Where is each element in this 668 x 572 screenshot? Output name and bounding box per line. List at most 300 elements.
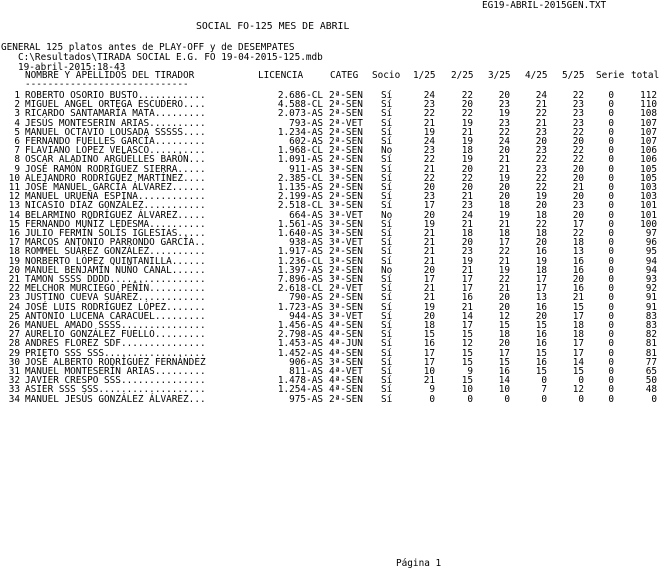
cell-serie: 0: [608, 237, 614, 249]
cell-category: 2ª-VET: [329, 117, 363, 129]
database-path: C:\Resultados\TIRADA SOCIAL E.G. FO 19-04-2015-125.mdb: [18, 52, 323, 63]
cell-round-4: 16: [535, 329, 547, 341]
cell-total: 110: [640, 99, 657, 111]
cell-member: Sí: [381, 338, 393, 350]
cell-round-5: 23: [572, 117, 584, 129]
cell-round-2: 22: [461, 90, 473, 101]
cell-shooter-name: NICASIO DÍAZ GONZÁLEZ...........: [25, 200, 206, 212]
cell-shooter-name: MANUEL JESÚS GONZÁLEZ ÁLVAREZ...: [25, 393, 206, 405]
cell-total: 82: [645, 329, 657, 341]
cell-round-3: 19: [498, 108, 510, 120]
cell-rank: 5: [14, 126, 20, 138]
cell-round-2: 21: [461, 301, 473, 313]
cell-license: 1.234-AS: [277, 126, 323, 138]
cell-round-2: 14: [461, 310, 473, 322]
cell-category: 3ª-SEN: [329, 274, 363, 285]
cell-round-4: 18: [535, 209, 547, 221]
cell-round-4: 7: [541, 384, 547, 396]
name-underline: -----------------------------: [25, 79, 189, 90]
cell-serie: 0: [608, 246, 614, 258]
cell-round-1: 15: [423, 329, 435, 341]
cell-round-4: 22: [535, 172, 547, 184]
cell-serie: 0: [608, 375, 614, 387]
cell-category: 2ª-SEN: [329, 126, 363, 138]
cell-rank: 26: [8, 320, 20, 331]
cell-total: 91: [645, 292, 657, 304]
cell-round-5: 18: [572, 320, 584, 331]
cell-serie: 0: [608, 255, 614, 267]
cell-category: 3ª-VET: [329, 237, 363, 249]
cell-rank: 9: [14, 163, 20, 175]
cell-license: 975-AS: [289, 393, 323, 405]
cell-member: Sí: [381, 347, 393, 359]
cell-member: Sí: [381, 375, 393, 387]
cell-round-5: 15: [572, 366, 584, 377]
cell-round-3: 15: [498, 320, 510, 331]
cell-license: 1.452-AS: [277, 347, 323, 359]
cell-license: 811-AS: [289, 366, 323, 377]
cell-round-3: 17: [498, 237, 510, 249]
cell-round-1: 21: [423, 283, 435, 295]
cell-round-4: 16: [535, 338, 547, 350]
cell-round-4: 24: [535, 90, 547, 101]
cell-round-3: 18: [498, 228, 510, 239]
cell-member: Sí: [381, 292, 393, 304]
cell-rank: 24: [8, 301, 20, 313]
cell-license: 1.640-AS: [277, 228, 323, 239]
cell-license: 1.397-AS: [277, 264, 323, 276]
cell-serie: 0: [608, 393, 614, 405]
cell-member: Sí: [381, 99, 393, 111]
cell-license: 790-AS: [289, 292, 323, 304]
cell-serie: 0: [608, 347, 614, 359]
cell-round-1: 21: [423, 255, 435, 267]
cell-round-5: 20: [572, 191, 584, 203]
cell-serie: 0: [608, 182, 614, 193]
col-s2: 2/25: [451, 70, 474, 81]
cell-round-5: 17: [572, 338, 584, 350]
cell-round-1: 17: [423, 200, 435, 212]
cell-rank: 32: [8, 375, 20, 387]
cell-shooter-name: ROBERTO OSORIO BUSTO............: [25, 90, 206, 101]
col-serie: Serie: [596, 70, 625, 81]
cell-shooter-name: AURELIO GONZÁLEZ FUELLO.........: [25, 329, 206, 341]
cell-rank: 34: [8, 393, 20, 405]
cell-category: 2ª-SEN: [329, 90, 363, 101]
cell-total: 105: [640, 172, 657, 184]
cell-round-2: 22: [461, 172, 473, 184]
cell-round-4: 23: [535, 163, 547, 175]
cell-round-1: 17: [423, 274, 435, 285]
cell-round-5: 21: [572, 182, 584, 193]
cell-serie: 0: [608, 126, 614, 138]
cell-round-5: 21: [572, 292, 584, 304]
cell-member: Sí: [381, 384, 393, 396]
cell-member: Sí: [381, 301, 393, 313]
cell-shooter-name: MARCOS ANTONIO PARRONDO GARCÍA..: [25, 237, 206, 249]
cell-round-4: 15: [535, 347, 547, 359]
cell-shooter-name: ASIER SSS SSS...................: [25, 384, 206, 396]
cell-member: No: [381, 145, 393, 157]
cell-shooter-name: JOSÉ MANUEL GARCÍA ÁLVAREZ......: [25, 182, 206, 193]
cell-serie: 0: [608, 366, 614, 377]
cell-category: 4ª-SEN: [329, 384, 363, 396]
cell-license: 793-AS: [289, 117, 323, 129]
cell-round-2: 19: [461, 154, 473, 166]
cell-serie: 0: [608, 108, 614, 120]
cell-shooter-name: MANUEL BENJAMÍN NUÑO CANAL......: [25, 264, 206, 276]
cell-round-4: 16: [535, 246, 547, 258]
cell-serie: 0: [608, 356, 614, 368]
cell-round-1: 18: [423, 320, 435, 331]
cell-serie: 0: [608, 99, 614, 111]
cell-total: 103: [640, 182, 657, 193]
cell-round-3: 21: [498, 283, 510, 295]
cell-license: 1.723-AS: [277, 301, 323, 313]
cell-license: 2.518-CL: [277, 200, 323, 212]
cell-round-5: 22: [572, 126, 584, 138]
cell-shooter-name: JUSTINO CUEVA SUÁREZ............: [25, 292, 206, 304]
cell-total: 48: [645, 384, 657, 396]
cell-member: Sí: [381, 274, 393, 285]
cell-round-3: 22: [498, 274, 510, 285]
cell-category: 4ª-SEN: [329, 347, 363, 359]
cell-category: 3ª-SEN: [329, 228, 363, 239]
cell-shooter-name: JOSÉ LUIS RODRÍGUEZ LÓPEZ.......: [25, 301, 206, 313]
cell-serie: 0: [608, 283, 614, 295]
cell-round-2: 17: [461, 320, 473, 331]
cell-category: 4ª-SEN: [329, 329, 363, 341]
cell-round-2: 20: [461, 237, 473, 249]
cell-shooter-name: MELCHOR MURCIEGO PEÑÍN..........: [25, 283, 206, 295]
cell-shooter-name: ANTONIO LUCENA CARACUEL.........: [25, 310, 206, 322]
cell-round-2: 19: [461, 117, 473, 129]
cell-serie: 0: [608, 310, 614, 322]
cell-round-2: 15: [461, 329, 473, 341]
cell-total: 0: [651, 393, 657, 405]
cell-round-5: 22: [572, 145, 584, 157]
cell-total: 91: [645, 301, 657, 313]
cell-round-1: 19: [423, 301, 435, 313]
cell-member: No: [381, 264, 393, 276]
cell-license: 911-AS: [289, 163, 323, 175]
cell-rank: 12: [8, 191, 20, 203]
cell-member: Sí: [381, 329, 393, 341]
cell-round-3: 15: [498, 356, 510, 368]
cell-category: 4ª-SEN: [329, 320, 363, 331]
cell-rank: 13: [8, 200, 20, 212]
cell-member: Sí: [381, 108, 393, 120]
cell-member: Sí: [381, 320, 393, 331]
cell-round-1: 17: [423, 347, 435, 359]
cell-license: 2.385-CL: [277, 172, 323, 184]
cell-member: Sí: [381, 126, 393, 138]
cell-rank: 27: [8, 329, 20, 341]
cell-round-1: 19: [423, 126, 435, 138]
cell-member: Sí: [381, 310, 393, 322]
cell-total: 94: [645, 255, 657, 267]
cell-license: 1.091-AS: [277, 154, 323, 166]
cell-round-2: 21: [461, 191, 473, 203]
cell-round-1: 20: [423, 310, 435, 322]
cell-serie: 0: [608, 301, 614, 313]
cell-serie: 0: [608, 218, 614, 230]
cell-member: Sí: [381, 283, 393, 295]
cell-round-2: 20: [461, 99, 473, 111]
cell-total: 107: [640, 126, 657, 138]
cell-round-4: 17: [535, 283, 547, 295]
col-s4: 4/25: [525, 70, 548, 81]
cell-shooter-name: MANUEL MONTESERÍN ARIAS.........: [25, 366, 206, 377]
cell-license: 1.254-AS: [277, 384, 323, 396]
cell-serie: 0: [608, 384, 614, 396]
cell-round-1: 21: [423, 246, 435, 258]
cell-category: 3ª-SEN: [329, 301, 363, 313]
cell-round-4: 17: [535, 274, 547, 285]
cell-rank: 23: [8, 292, 20, 304]
cell-total: 65: [645, 366, 657, 377]
col-socio: Socio: [372, 70, 401, 81]
cell-serie: 0: [608, 117, 614, 129]
cell-round-4: 21: [535, 99, 547, 111]
cell-total: 83: [645, 310, 657, 322]
cell-round-1: 19: [423, 218, 435, 230]
cell-total: 101: [640, 200, 657, 212]
cell-round-2: 0: [467, 393, 473, 405]
cell-rank: 1: [14, 90, 20, 101]
cell-member: Sí: [381, 200, 393, 212]
cell-serie: 0: [608, 191, 614, 203]
cell-round-3: 21: [498, 154, 510, 166]
cell-round-5: 20: [572, 274, 584, 285]
cell-round-4: 23: [535, 145, 547, 157]
cell-round-4: 19: [535, 255, 547, 267]
cell-license: 4.588-CL: [277, 99, 323, 111]
cell-total: 101: [640, 209, 657, 221]
cell-license: 1.135-AS: [277, 182, 323, 193]
cell-license: 1.453-AS: [277, 338, 323, 350]
cell-round-1: 0: [429, 393, 435, 405]
cell-rank: 33: [8, 384, 20, 396]
cell-round-5: 23: [572, 99, 584, 111]
cell-round-2: 22: [461, 108, 473, 120]
cell-total: 103: [640, 191, 657, 203]
cell-serie: 0: [608, 200, 614, 212]
cell-rank: 2: [14, 99, 20, 111]
cell-rank: 11: [8, 182, 20, 193]
cell-round-1: 20: [423, 264, 435, 276]
cell-category: 3ª-SEN: [329, 218, 363, 230]
cell-round-1: 16: [423, 338, 435, 350]
cell-round-4: 16: [535, 356, 547, 368]
cell-category: 2ª-SEN: [329, 99, 363, 111]
cell-round-5: 0: [578, 375, 584, 387]
cell-round-1: 20: [423, 209, 435, 221]
cell-license: 7.896-AS: [277, 274, 323, 285]
cell-round-4: 22: [535, 108, 547, 120]
cell-total: 105: [640, 163, 657, 175]
cell-round-3: 10: [498, 384, 510, 396]
cell-serie: 0: [608, 145, 614, 157]
cell-serie: 0: [608, 163, 614, 175]
cell-round-5: 20: [572, 136, 584, 147]
cell-license: 1.456-AS: [277, 320, 323, 331]
cell-round-1: 21: [423, 228, 435, 239]
cell-category: 3ª-SEN: [329, 172, 363, 184]
cell-round-5: 13: [572, 246, 584, 258]
cell-license: 1.478-AS: [277, 375, 323, 387]
cell-rank: 15: [8, 218, 20, 230]
cell-category: 2ª-SEN: [329, 108, 363, 120]
cell-member: Sí: [381, 136, 393, 147]
cell-round-4: 22: [535, 182, 547, 193]
cell-serie: 0: [608, 90, 614, 101]
report-datetime: 19-abril-2015:18-43: [18, 62, 126, 73]
cell-round-2: 21: [461, 126, 473, 138]
cell-round-1: 22: [423, 154, 435, 166]
cell-shooter-name: RICARDO SANTAMARÍA MATA.........: [25, 108, 206, 120]
cell-member: Sí: [381, 246, 393, 258]
cell-category: 2ª-SEN: [329, 393, 363, 405]
cell-license: 906-AS: [289, 356, 323, 368]
cell-round-5: 22: [572, 228, 584, 239]
cell-round-3: 20: [498, 292, 510, 304]
cell-round-5: 17: [572, 347, 584, 359]
cell-member: Sí: [381, 228, 393, 239]
cell-member: Sí: [381, 255, 393, 267]
cell-category: 3ª-SEN: [329, 255, 363, 267]
cell-round-1: 24: [423, 90, 435, 101]
cell-round-3: 17: [498, 347, 510, 359]
cell-category: 4ª-VET: [329, 366, 363, 377]
col-s5: 5/25: [562, 70, 585, 81]
cell-rank: 6: [14, 136, 20, 147]
cell-round-4: 20: [535, 200, 547, 212]
cell-license: 1.236-CL: [277, 255, 323, 267]
cell-round-3: 18: [498, 329, 510, 341]
cell-total: 81: [645, 347, 657, 359]
cell-total: 106: [640, 154, 657, 166]
cell-shooter-name: JAVIER CRESPO SSS...............: [25, 375, 206, 387]
cell-rank: 10: [8, 172, 20, 184]
cell-round-2: 24: [461, 209, 473, 221]
cell-serie: 0: [608, 338, 614, 350]
cell-round-4: 20: [535, 237, 547, 249]
cell-serie: 0: [608, 228, 614, 239]
cell-shooter-name: NORBERTO LÓPEZ QUINTANILLA......: [25, 255, 206, 267]
cell-serie: 0: [608, 264, 614, 276]
cell-license: 2.686-CL: [277, 90, 323, 101]
cell-total: 96: [645, 237, 657, 249]
cell-shooter-name: TAMON SSSS DDDD.................: [25, 274, 206, 285]
cell-round-4: 13: [535, 292, 547, 304]
cell-total: 83: [645, 320, 657, 331]
cell-round-1: 24: [423, 136, 435, 147]
cell-round-3: 14: [498, 375, 510, 387]
cell-round-5: 20: [572, 209, 584, 221]
cell-round-3: 20: [498, 145, 510, 157]
cell-member: Sí: [381, 218, 393, 230]
cell-round-5: 0: [578, 393, 584, 405]
cell-round-3: 21: [498, 163, 510, 175]
cell-shooter-name: FLAVIANO LÓPEZ VELASCO..........: [25, 145, 206, 157]
cell-license: 1.561-AS: [277, 218, 323, 230]
cell-serie: 0: [608, 292, 614, 304]
cell-round-5: 17: [572, 310, 584, 322]
cell-round-2: 21: [461, 218, 473, 230]
cell-round-2: 17: [461, 274, 473, 285]
cell-round-5: 18: [572, 329, 584, 341]
cell-round-3: 19: [498, 172, 510, 184]
cell-shooter-name: MANUEL URUEÑA ESPINA............: [25, 191, 206, 203]
cell-total: 107: [640, 117, 657, 129]
cell-round-2: 12: [461, 338, 473, 350]
cell-shooter-name: MANUEL AMADO SSSS...............: [25, 320, 206, 331]
col-license: LICENCIA: [258, 70, 304, 81]
cell-round-3: 19: [498, 264, 510, 276]
cell-round-4: 23: [535, 126, 547, 138]
cell-member: Sí: [381, 163, 393, 175]
cell-round-1: 20: [423, 182, 435, 193]
cell-round-5: 20: [572, 163, 584, 175]
cell-round-3: 0: [504, 393, 510, 405]
cell-round-2: 20: [461, 163, 473, 175]
cell-round-3: 20: [498, 338, 510, 350]
cell-category: 2ª-SEN: [329, 292, 363, 304]
page-number: Página 1: [396, 558, 442, 569]
cell-serie: 0: [608, 329, 614, 341]
cell-round-1: 23: [423, 99, 435, 111]
cell-category: 2ª-SEN: [329, 136, 363, 147]
cell-member: Sí: [381, 366, 393, 377]
cell-round-2: 21: [461, 264, 473, 276]
cell-round-5: 15: [572, 301, 584, 313]
cell-round-5: 16: [572, 255, 584, 267]
cell-category: 2ª-SEN: [329, 246, 363, 258]
cell-round-4: 0: [541, 375, 547, 387]
cell-round-3: 24: [498, 136, 510, 147]
cell-rank: 21: [8, 274, 20, 285]
cell-round-2: 19: [461, 255, 473, 267]
cell-shooter-name: PRIETO SSS SSS..................: [25, 347, 206, 359]
cell-rank: 16: [8, 228, 20, 239]
cell-round-5: 18: [572, 237, 584, 249]
cell-round-1: 21: [423, 375, 435, 387]
cell-round-5: 14: [572, 356, 584, 368]
cell-round-4: 19: [535, 191, 547, 203]
cell-serie: 0: [608, 274, 614, 285]
cell-license: 2.073-AS: [277, 108, 323, 120]
cell-license: 1.968-CL: [277, 145, 323, 157]
cell-shooter-name: ALEJANDRO RODRÍGUEZ MARTÍNEZ....: [25, 172, 206, 184]
cell-total: 50: [645, 375, 657, 387]
cell-serie: 0: [608, 172, 614, 184]
cell-rank: 28: [8, 338, 20, 350]
cell-round-1: 21: [423, 237, 435, 249]
cell-total: 92: [645, 283, 657, 295]
cell-round-1: 21: [423, 292, 435, 304]
col-total: total: [631, 70, 660, 81]
cell-round-2: 9: [467, 366, 473, 377]
cell-round-4: 15: [535, 320, 547, 331]
cell-round-2: 23: [461, 246, 473, 258]
cell-total: 95: [645, 246, 657, 258]
cell-round-3: 23: [498, 117, 510, 129]
cell-round-2: 18: [461, 145, 473, 157]
cell-round-2: 18: [461, 228, 473, 239]
cell-rank: 29: [8, 347, 20, 359]
cell-round-5: 23: [572, 200, 584, 212]
